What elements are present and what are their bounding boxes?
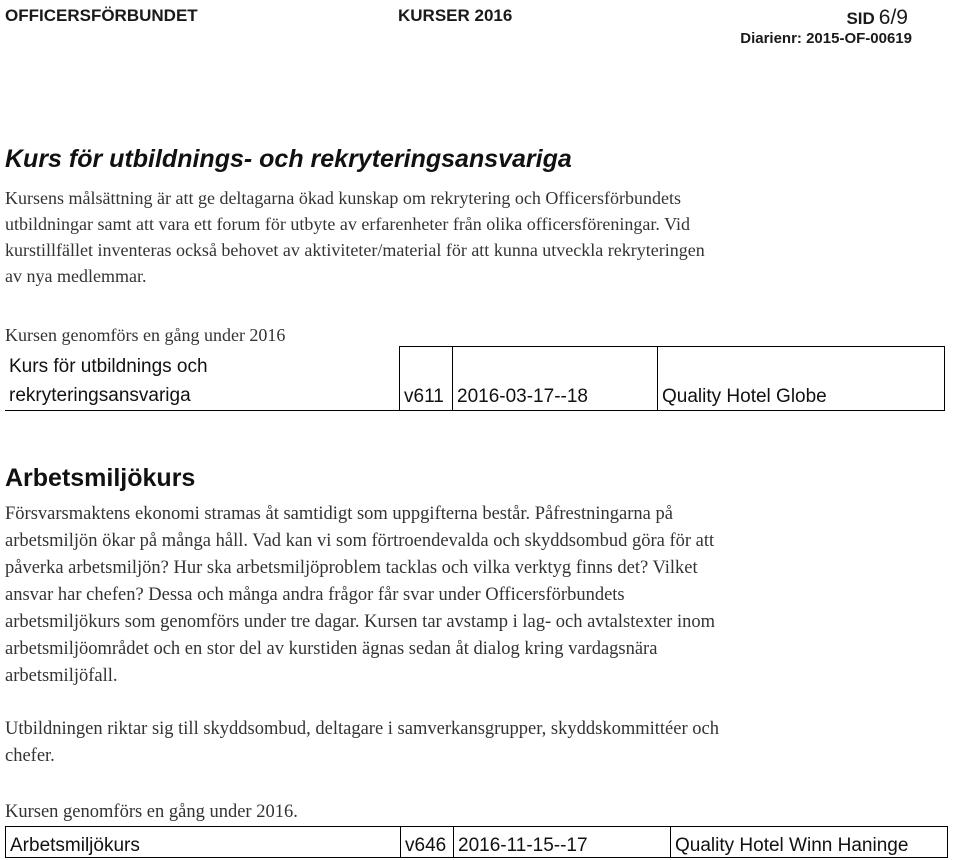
course2-audience-line: chefer. [5, 746, 55, 766]
course2-desc-line: arbetsmiljöfall. [5, 666, 118, 686]
course2-desc-line: Försvarsmaktens ekonomi stramas åt samtidigt som uppgifterna består. Påfrestningarna på [5, 504, 673, 524]
course2-title: Arbetsmiljökurs [5, 464, 196, 492]
header-catalog: KURSER 2016 [398, 6, 513, 25]
header-page-number [846, 6, 908, 30]
course1-desc-line: utbildningar samt att vara ett forum för utbyte av erfarenheter från olika officersföreningar. Vid [5, 214, 690, 234]
page-value: 6/9 [878, 6, 908, 29]
course1-desc-line: kurstillfället inventeras också behovet av aktiviteter/material för att kunna utveckla rekryteringen [5, 240, 705, 260]
course-location-cell: Quality Hotel Globe [658, 347, 945, 411]
header-org: OFFICERSFÖRBUNDET [5, 6, 198, 25]
course1-schedule-note: Kursen genomförs en gång under 2016 [5, 325, 286, 345]
header-diarienr: Diarienr: 2015-OF-00619 [740, 30, 912, 47]
course2-audience-line: Utbildningen riktar sig till skyddsombud, deltagare i samverkansgrupper, skyddskommittéer och [5, 719, 719, 739]
course-name-line: Kurs för utbildnings och [9, 356, 208, 377]
table-row [6, 827, 948, 858]
course2-desc-line: arbetsmiljöområdet och en stor del av kurstiden ägnas sedan åt dialog kring vardagsnära [5, 639, 658, 659]
page-header [0, 4, 960, 54]
course1-table [5, 346, 945, 411]
course-dates-cell: 2016-03-17--18 [453, 347, 658, 411]
course1-description [5, 185, 953, 289]
course-dates-cell: 2016-11-15--17 [454, 827, 671, 858]
course1-desc-line: Kursens målsättning är att ge deltagarna ökad kunskap om rekrytering och Officersförbundets [5, 188, 681, 208]
course-name-cell: Arbetsmiljökurs [6, 827, 401, 858]
course2-desc-line: arbetsmiljökurs som genomförs under tre dagar. Kursen tar avstamp i lag- och avtalstexter inom [5, 612, 716, 632]
course1-desc-line: av nya medlemmar. [5, 266, 147, 286]
course2-desc-line: arbetsmiljön ökar på många håll. Vad kan vi som förtroendevalda och skyddsombud göra för att [5, 531, 715, 551]
course2-desc-line: påverka arbetsmiljön? Hur ska arbetsmiljöproblem tacklas och vilka verktyg finns det? Vilket [5, 558, 698, 578]
course-code-cell: v611 [400, 347, 453, 411]
course-name-line: rekryteringsansvariga [9, 385, 191, 406]
table-row [5, 347, 945, 411]
course2-table [5, 826, 948, 858]
course2-desc-line: ansvar har chefen? Dessa och många andra frågor får svar under Officersförbundets [5, 585, 625, 605]
sid-label: SID [846, 9, 875, 28]
course-code-cell: v646 [401, 827, 454, 858]
course2-audience [5, 716, 953, 770]
course-name-cell [5, 347, 400, 411]
course-location-cell: Quality Hotel Winn Haninge [671, 827, 948, 858]
course2-schedule-note: Kursen genomförs en gång under 2016. [5, 802, 298, 822]
course2-description [5, 501, 953, 690]
course1-title: Kurs för utbildnings- och rekryteringsansvariga [5, 145, 572, 173]
